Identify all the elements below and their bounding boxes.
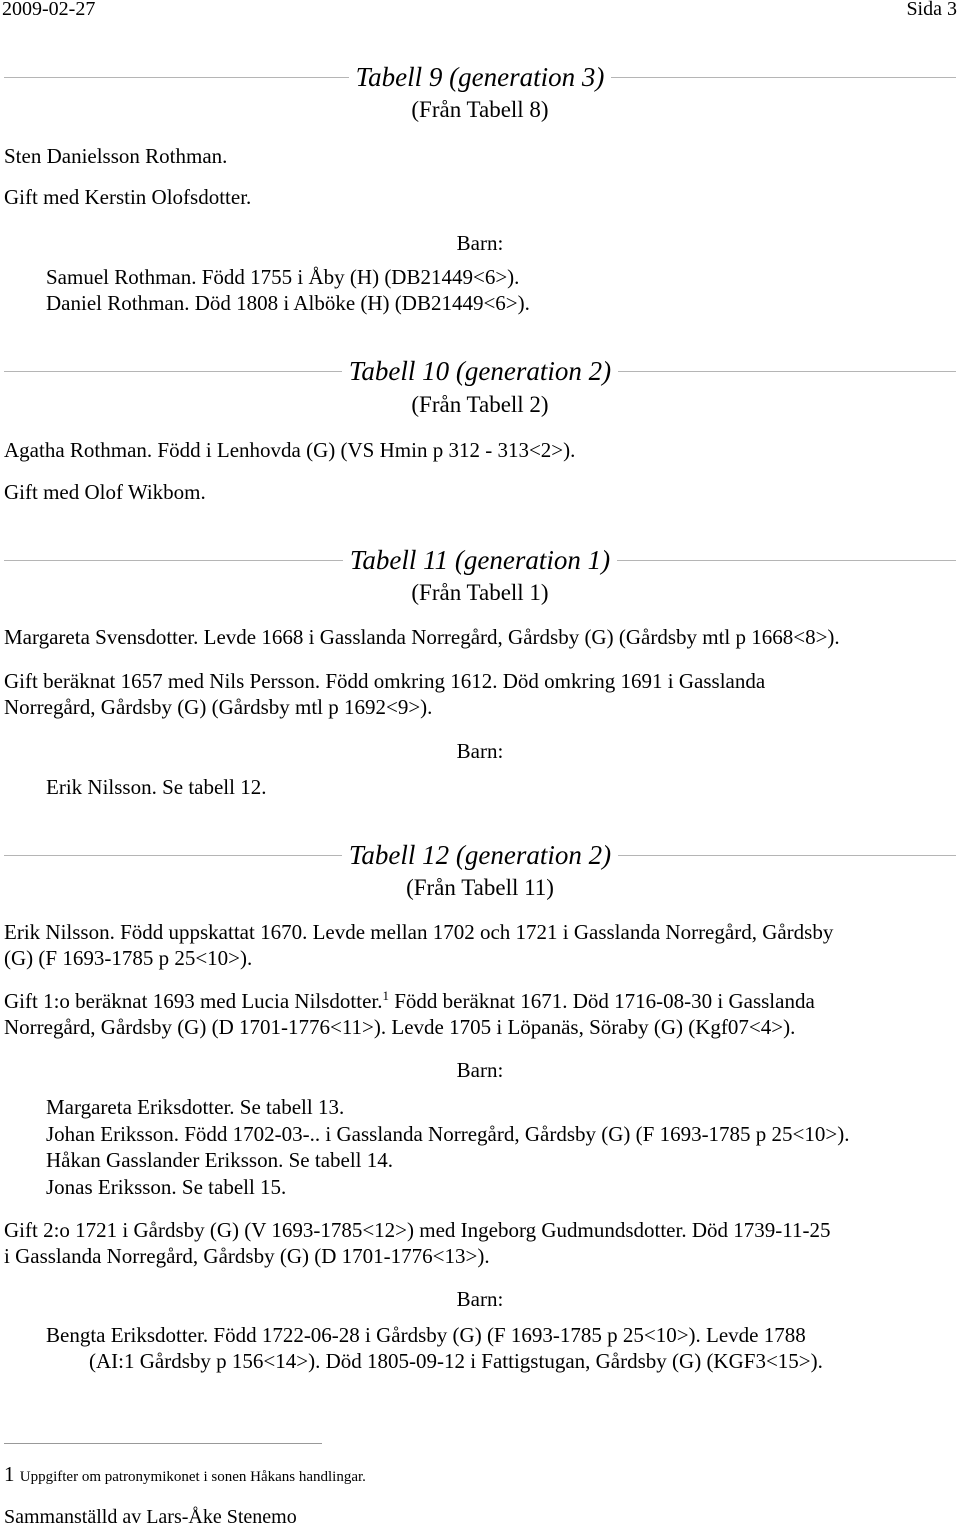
- child-entry: Johan Eriksson. Född 1702-03-.. i Gasslanda Norregård, Gårdsby (G) (F 1693-1785 p 25<10>).: [46, 1122, 850, 1146]
- child-entry: Håkan Gasslander Eriksson. Se tabell 14.: [46, 1148, 394, 1172]
- child-entry: Samuel Rothman. Född 1755 i Åby (H) (DB21449<6>).: [46, 265, 520, 289]
- footnote: [4, 1461, 366, 1490]
- section-source: (Från Tabell 2): [411, 392, 549, 417]
- section-source: (Från Tabell 8): [411, 97, 549, 122]
- children-label: Barn:: [456, 1058, 504, 1082]
- person-entry: Agatha Rothman. Född i Lenhovda (G) (VS Hmin p 312 - 313<2>).: [4, 438, 576, 462]
- child-entry: Erik Nilsson. Se tabell 12.: [46, 775, 267, 799]
- footnote-text: Uppgifter om patronymikonet i sonen Håkans handlingar.: [19, 1469, 366, 1485]
- section-title: Tabell 9 (generation 3): [0, 61, 960, 93]
- person-entry: Sten Danielsson Rothman.: [4, 144, 228, 168]
- children-label: Barn:: [456, 1287, 504, 1311]
- children-label: Barn:: [456, 231, 504, 255]
- footnote-number: 1: [4, 1462, 15, 1486]
- footnote-rule: [4, 1443, 322, 1444]
- section-source: (Från Tabell 11): [406, 875, 554, 900]
- footnote-marker[interactable]: 1: [382, 988, 389, 1003]
- spouse-entry: Gift beräknat 1657 med Nils Persson. Född omkring 1612. Död omkring 1691 i Gasslanda: [4, 669, 766, 693]
- child-entry: Bengta Eriksdotter. Född 1722-06-28 i Gårdsby (G) (F 1693-1785 p 25<10>). Levde 1788: [46, 1323, 806, 1347]
- child-entry: Daniel Rothman. Död 1808 i Alböke (H) (DB21449<6>).: [46, 291, 530, 315]
- marriage-entry: i Gasslanda Norregård, Gårdsby (G) (D 1701-1776<13>).: [4, 1244, 490, 1268]
- section-title: Tabell 12 (generation 2): [0, 839, 960, 871]
- person-entry: Margareta Svensdotter. Levde 1668 i Gasslanda Norregård, Gårdsby (G) (Gårdsby mtl p 1668<8>).: [4, 625, 840, 649]
- person-entry: (G) (F 1693-1785 p 25<10>).: [4, 946, 253, 970]
- spouse-entry: Gift med Olof Wikbom.: [4, 480, 206, 504]
- children-label: Barn:: [456, 739, 504, 763]
- section-source: (Från Tabell 1): [411, 580, 549, 605]
- spouse-entry: Norregård, Gårdsby (G) (Gårdsby mtl p 1692<9>).: [4, 695, 433, 719]
- person-entry: Erik Nilsson. Född uppskattat 1670. Levde mellan 1702 och 1721 i Gasslanda Norregård, Gårdsby: [4, 920, 834, 944]
- child-entry: (AI:1 Gårdsby p 156<14>). Död 1805-09-12 i Fattigstugan, Gårdsby (G) (KGF3<15>).: [89, 1349, 823, 1373]
- marriage-entry: Gift 1:o beräknat 1693 med Lucia Nilsdotter.$^1$ Född beräknat 1671. Död 1716-08-30 i Gasslanda: [4, 988, 815, 1013]
- section-title: Tabell 11 (generation 1): [0, 544, 960, 576]
- child-entry: Margareta Eriksdotter. Se tabell 13.: [46, 1095, 345, 1119]
- section-title: Tabell 10 (generation 2): [0, 355, 960, 387]
- spouse-entry: Gift med Kerstin Olofsdotter.: [4, 185, 252, 209]
- marriage-entry: Norregård, Gårdsby (G) (D 1701-1776<11>). Levde 1705 i Löpanäs, Söraby (G) (Kgf07<4>).: [4, 1015, 796, 1039]
- print-date: 2009-02-27: [2, 0, 96, 20]
- child-entry: Jonas Eriksson. Se tabell 15.: [46, 1175, 287, 1199]
- page-number: Sida 3: [906, 0, 957, 20]
- compiler-credit: Sammanställd av Lars-Åke Stenemo: [4, 1506, 297, 1528]
- marriage-entry: Gift 2:o 1721 i Gårdsby (G) (V 1693-1785<12>) med Ingeborg Gudmundsdotter. Död 1739-11-25: [4, 1218, 831, 1242]
